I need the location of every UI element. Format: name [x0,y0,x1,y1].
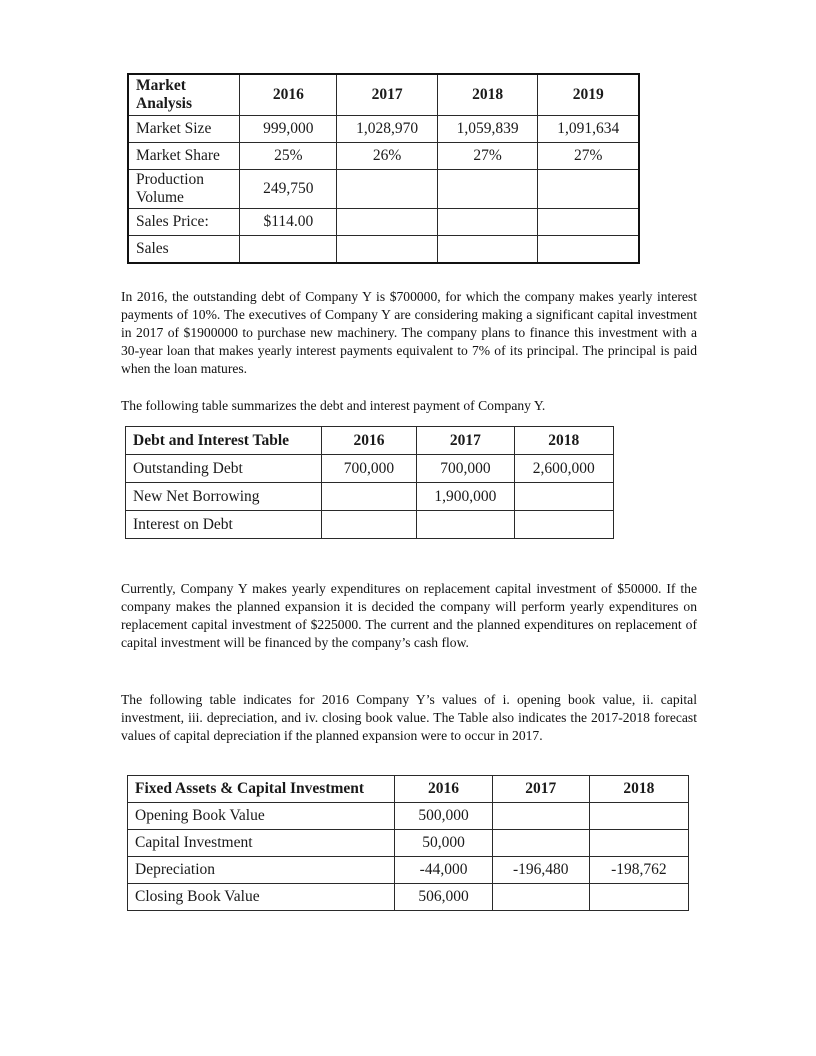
table-cell [337,170,438,209]
table-cell [589,830,688,857]
table-cell: 500,000 [395,803,492,830]
table-cell: -198,762 [589,857,688,884]
table-cell: 1,900,000 [417,483,514,511]
table-header-cell: Market Analysis [128,74,240,116]
table-header-cell: 2018 [589,776,688,803]
table-cell: 1,091,634 [538,116,639,143]
table-cell: $114.00 [240,209,337,236]
table-cell [240,236,337,264]
table-cell [321,511,416,539]
table-row [128,209,639,236]
table-row [128,803,689,830]
table-header-cell: 2019 [538,74,639,116]
table-cell: 27% [437,143,538,170]
table-cell: 27% [538,143,639,170]
debt-table-intro-paragraph: The following table summarizes the debt and interest payment of Company Y. [121,397,546,413]
table-cell [492,830,589,857]
table-cell: 26% [337,143,438,170]
table-cell: 25% [240,143,337,170]
table-cell: 2,600,000 [514,455,613,483]
table-header-cell: 2017 [337,74,438,116]
table-cell: 1,028,970 [337,116,438,143]
debt-interest-table [125,426,614,539]
fixed-assets-table [127,775,689,911]
table-header-cell: 2018 [437,74,538,116]
table-row [128,830,689,857]
table-cell: 700,000 [321,455,416,483]
table-header-cell: Debt and Interest Table [126,427,322,455]
table-cell [538,170,639,209]
table-cell [514,483,613,511]
table-cell [589,884,688,911]
row-label: Sales Price: [128,209,240,236]
table-header-cell: 2016 [395,776,492,803]
table-row [128,116,639,143]
table-header-cell: 2016 [321,427,416,455]
table-row [128,857,689,884]
table-header-cell: 2017 [492,776,589,803]
table-cell [437,170,538,209]
table-cell [492,884,589,911]
table-cell: 999,000 [240,116,337,143]
table-cell [337,209,438,236]
table-cell [337,236,438,264]
fixed-assets-intro-paragraph: The following table indicates for 2016 Company Y’s values of i. opening book value, ii. capital investment, iii. depreciation, and iv. closing book value. The Table also indicates the 2017-2018 forecast values of capital depreciation if the planned expansion were to occur in 2017. [121,691,697,743]
row-label: Sales [128,236,240,264]
row-label: Opening Book Value [128,803,395,830]
table-header-cell: 2018 [514,427,613,455]
table-row [126,483,614,511]
table-cell [538,209,639,236]
table-cell: 50,000 [395,830,492,857]
row-label: Outstanding Debt [126,455,322,483]
market-analysis-table [127,73,640,264]
table-cell: -196,480 [492,857,589,884]
replacement-investment-paragraph: Currently, Company Y makes yearly expenditures on replacement capital investment of $50000. If the company makes the planned expansion it is decided the company will perform yearly expenditures on replacement capital investment of $225000. The current and the planned expenditures on replacement of capital investment will be financed by the company’s cash flow. [121,580,697,651]
table-row [128,170,639,209]
row-label: Market Share [128,143,240,170]
row-label: Production Volume [128,170,240,209]
row-label: Closing Book Value [128,884,395,911]
row-label: Interest on Debt [126,511,322,539]
table-header-cell: 2017 [417,427,514,455]
table-header-row [128,74,639,116]
table-row [128,143,639,170]
table-cell: 506,000 [395,884,492,911]
row-label: Depreciation [128,857,395,884]
table-cell [437,209,538,236]
table-cell [417,511,514,539]
table-cell: -44,000 [395,857,492,884]
table-row [126,455,614,483]
table-cell [492,803,589,830]
table-cell [538,236,639,264]
debt-intro-paragraph: In 2016, the outstanding debt of Company Y is $700000, for which the company makes yearly interest payments of 10%. The executives of Company Y are considering making a significant capital investment in 2017 of $1900000 to purchase new machinery. The company plans to finance this investment with a 30-year loan that makes yearly interest payments equivalent to 7% of its principal. The principal is paid when the loan matures. [121,288,697,377]
table-cell [321,483,416,511]
row-label: New Net Borrowing [126,483,322,511]
row-label: Market Size [128,116,240,143]
table-header-row [128,776,689,803]
table-cell: 249,750 [240,170,337,209]
table-row [128,236,639,264]
table-header-cell: Fixed Assets & Capital Investment [128,776,395,803]
table-header-row [126,427,614,455]
table-row [126,511,614,539]
table-cell [589,803,688,830]
table-row [128,884,689,911]
table-cell [437,236,538,264]
table-header-cell: 2016 [240,74,337,116]
row-label: Capital Investment [128,830,395,857]
table-cell [514,511,613,539]
table-cell: 700,000 [417,455,514,483]
table-cell: 1,059,839 [437,116,538,143]
